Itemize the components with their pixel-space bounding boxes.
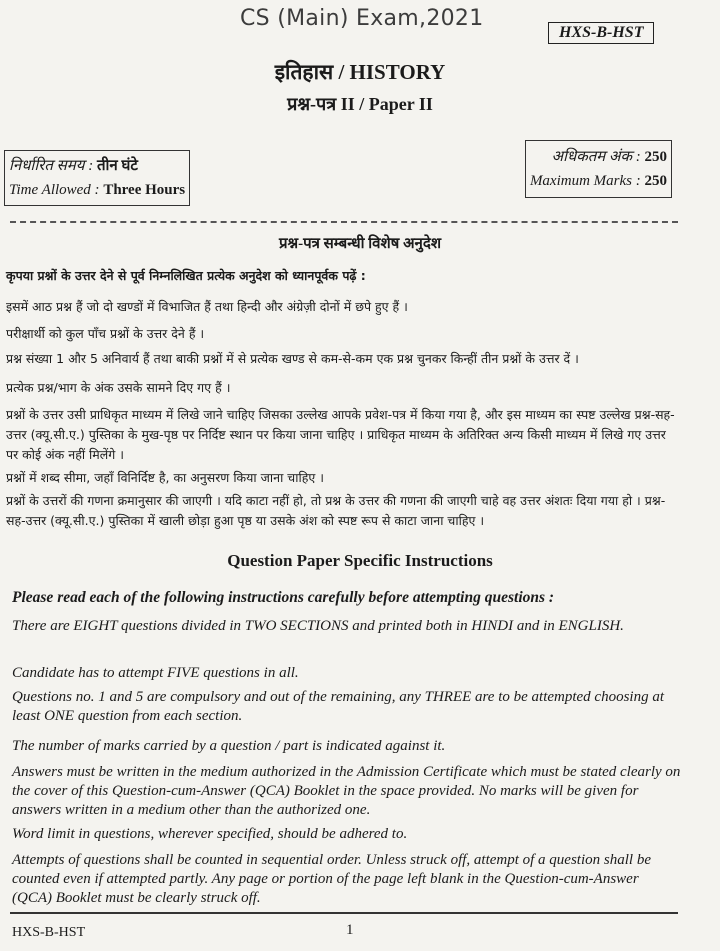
footer-rule: [10, 912, 678, 914]
hindi-instruction-item: प्रश्नों में शब्द सीमा, जहाँ विनिर्दिष्ट है, का अनुसरण किया जाना चाहिए ।: [6, 470, 324, 485]
marks-english-value: 250: [644, 173, 667, 189]
english-instruction-item: Answers must be written in the medium authorized in the Admission Certificate which must be stated clearly on the cover of this Question-cum-Answer (QCA) Booklet in the space provided. No marks will be given for answers written in a medium other than the authorized one.: [12, 764, 681, 818]
maximum-marks-box: [525, 140, 672, 198]
hindi-instruction-item: इसमें आठ प्रश्न हैं जो दो खण्डों में विभाजित हैं तथा हिन्दी और अंग्रेज़ी दोनों में छपे हुए हैं ।: [6, 299, 408, 314]
english-instruction-item: There are EIGHT questions divided in TWO SECTIONS and printed both in HINDI and in ENGLISH.: [12, 618, 624, 634]
time-hindi-value: तीन घंटे: [96, 158, 138, 174]
marks-english-line: [530, 169, 667, 193]
time-hindi-label: निर्धारित समय :: [9, 158, 94, 174]
english-instruction-item: Attempts of questions shall be counted in sequential order. Unless struck off, attempt of a question shall be counted even if attempted partly. Any page or portion of the page left blank in the Question-cum-Answer (QCA) Booklet must be clearly struck off.: [12, 852, 651, 906]
marks-hindi-label: अधिकतम अंक :: [551, 149, 641, 165]
handwritten-exam-title: CS (Main) Exam,2021: [240, 6, 484, 31]
marks-hindi-line: [530, 145, 667, 169]
english-instructions-title: Question Paper Specific Instructions: [227, 551, 493, 570]
time-english-line: [9, 178, 185, 202]
section-divider: [10, 221, 678, 223]
hindi-instruction-item: प्रत्येक प्रश्न/भाग के अंक उसके सामने दिए गए हैं ।: [6, 380, 231, 395]
time-allowed-box: [4, 150, 190, 206]
english-instruction-item: Candidate has to attempt FIVE questions in all.: [12, 665, 299, 681]
english-instructions-lead: Please read each of the following instructions carefully before attempting questions :: [12, 589, 555, 606]
marks-hindi-value: 250: [644, 149, 667, 165]
english-instruction-item: The number of marks carried by a question / part is indicated against it.: [12, 738, 446, 754]
paper-code-box: HXS-B-HST: [548, 22, 654, 44]
footer-paper-code: HXS-B-HST: [12, 925, 86, 940]
paper-title: प्रश्न-पत्र II / Paper II: [287, 94, 433, 114]
time-english-value: Three Hours: [103, 182, 186, 198]
page-number: 1: [346, 922, 354, 938]
hindi-instruction-item: परीक्षार्थी को कुल पाँच प्रश्नों के उत्तर देने हैं ।: [6, 326, 205, 341]
time-english-label: Time Allowed :: [9, 182, 100, 198]
hindi-instructions-lead: कृपया प्रश्नों के उत्तर देने से पूर्व निम्नलिखित प्रत्येक अनुदेश को ध्यानपूर्वक पढ़ें :: [6, 268, 366, 283]
english-instruction-item: Word limit in questions, wherever specified, should be adhered to.: [12, 826, 408, 842]
hindi-instruction-item: प्रश्नों के उत्तर उसी प्राधिकृत माध्यम में लिखे जाने चाहिए जिसका उल्लेख आपके प्रवेश-पत्र में किया गया है, और इस माध्यम का स्पष्ट उल्लेख प्रश्न-सह-उत्तर (क्यू.सी.ए.) पुस्तिका के मुख-पृष्ठ पर निर्दिष्ट स्थान पर किया जाना चाहिए । प्राधिकृत माध्यम के अतिरिक्त अन्य किसी माध्यम में लिखे गए उत्तर पर कोई अंक नहीं मिलेंगे ।: [6, 407, 675, 462]
subject-title: इतिहास / HISTORY: [274, 60, 446, 84]
hindi-instructions-title: प्रश्न-पत्र सम्बन्धी विशेष अनुदेश: [278, 236, 442, 252]
english-instruction-item: Questions no. 1 and 5 are compulsory and out of the remaining, any THREE are to be attempted choosing at least ONE question from each section.: [12, 689, 665, 724]
hindi-instruction-item: प्रश्नों के उत्तरों की गणना क्रमानुसार की जाएगी । यदि काटा नहीं हो, तो प्रश्न के उत्तर की गणना की जाएगी चाहे वह उत्तर अंशतः दिया गया हो । प्रश्न-सह-उत्तर (क्यू.सी.ए.) पुस्तिका में खाली छोड़ा हुआ पृष्ठ या उसके अंश को स्पष्ट रूप से काटा जाना चाहिए ।: [6, 493, 666, 528]
marks-english-label: Maximum Marks :: [529, 173, 641, 189]
time-hindi-line: [9, 154, 185, 178]
hindi-instruction-item: प्रश्न संख्या 1 और 5 अनिवार्य हैं तथा बाकी प्रश्नों में से प्रत्येक खण्ड से कम-से-कम एक प्रश्न चुनकर किन्हीं तीन प्रश्नों के उत्तर दें ।: [6, 351, 579, 366]
